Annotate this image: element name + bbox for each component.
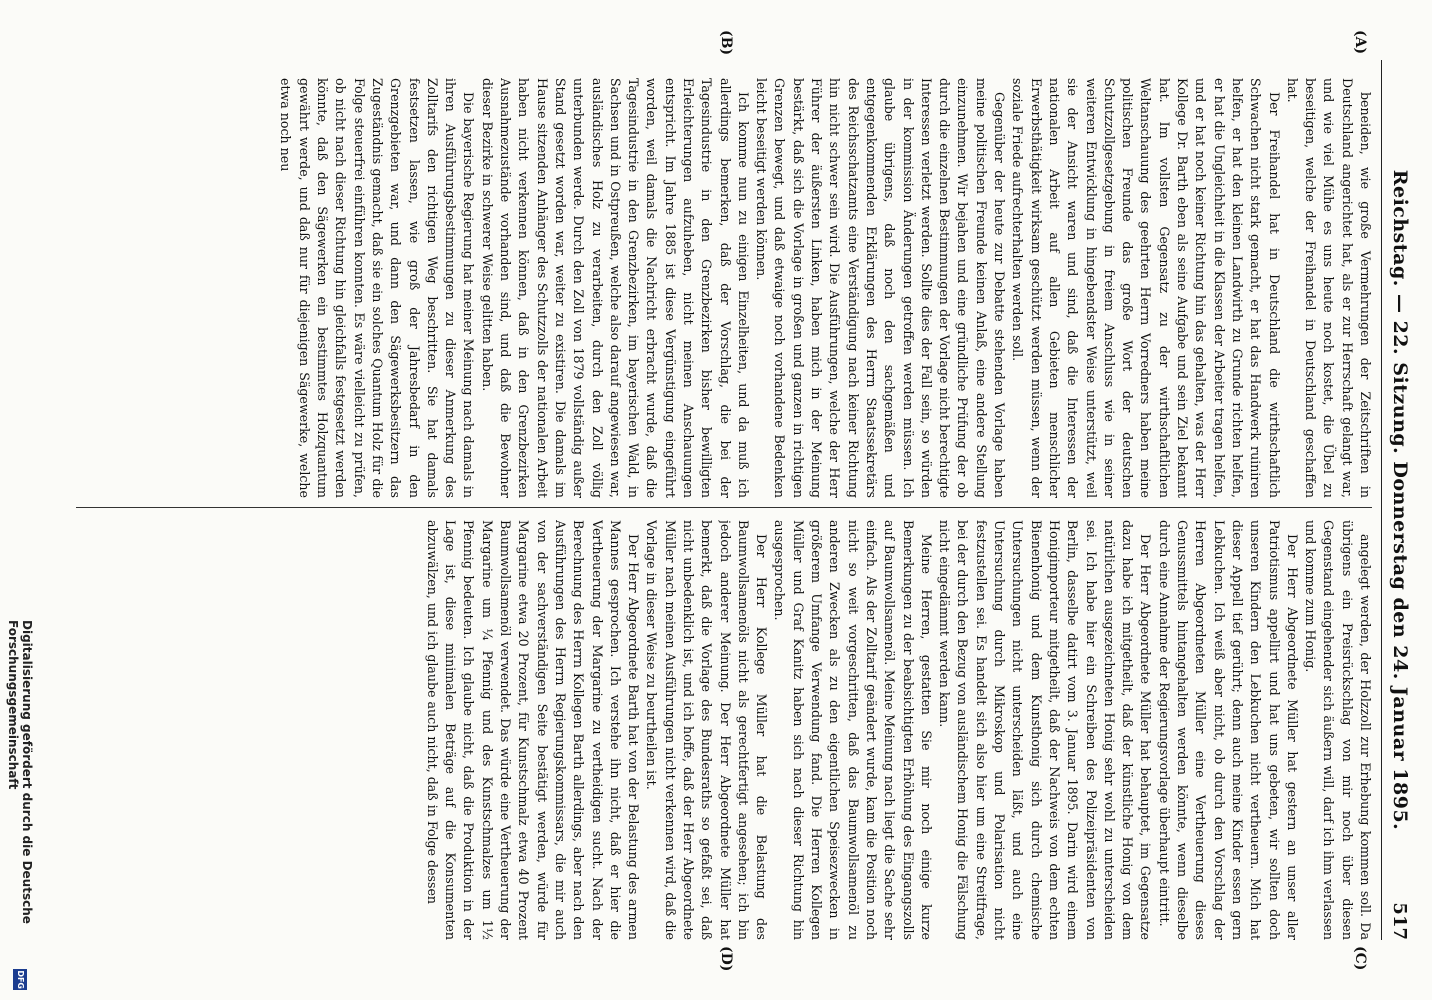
left-paragraph: Gegenüber der heute zur Debatte stehenden Vorlage haben meine politischen Freunde keinen Anlaß, eine andere Stellung einzunehmen. Wir bejahen und eine gründliche Prüfung der ob durch die einzelnen Bestimmungen der Vorlage nicht berechtigte Interessen verletzt werden. Sollte dies der Fall sein, so würden in der kommission Änderungen getroffen werden müssen. Ich glaube übrigens, daß noch den sachgemäßen und entgegenkommenden Erklärungen des Herrn Staatssekretärs des Reichsschatzamts eine Verständigung nach keiner Richtung hin nicht schwer sein wird. Die Ausführungen, welche der Herr Führer der äußersten Linken, haben mich in der Meinung bestärkt, daß sich die Vorlage in großen und ganzen in richtigen Grenzen bewegt, und daß etwaige noch vorhandene Bedenken leicht beseitigt werden können. bbox=[754, 78, 1008, 498]
right-paragraph: Der Herr Abgeordnete Barth hat von der Belastung des armen Mannes gesprochen. Ich verstehe ihn nicht, daß er hier die Vertheuerung der Margarine zu vertheidigen sucht. Nach der Berechnung des Herrn Kollegen Barth allerdings, aber nach den Ausführungen des Herrn Regierungskommissars, die mir auch von der sachverständigen Seite bestätigt werden, würde für Margarine etwa 20 Prozent, für Kunstschmalz etwa 40 Prozent Baumwollsamenöl verwendet. Das würde eine Vertheuerung der Margarine um ¼ Pfennig und des Kunstschmalzes um 1½ Pfennig bedeuten. Ich glaube nicht, daß die Produktion in der Lage ist, diese minimalen Beträge auf die Konsumenten abzuwälzen, und ich glaube auch nicht, daß in Folge dessen bbox=[424, 520, 642, 940]
digitization-credit bbox=[6, 620, 34, 990]
right-paragraph: Der Herr Kollege Müller hat die Belastung des Baumwollsamenöls nicht als gerechtfertigt angesehen; ich bin jedoch anderer Meinung. Der Herr Abgeordnete Müller hat bemerkt, daß die Vorlage des Bundesraths so gefaßt sei, daß nicht unbedenklich ist, und ich hoffe, daß der Herr Abgeordnete Müller nach meinen Ausführungen nicht verkennen wird, daß die Vorlage in dieser Weise zu beurtheilen ist. bbox=[644, 520, 770, 940]
margin-mark-c: (C) bbox=[1352, 946, 1368, 971]
right-paragraph: Meine Herren, gestatten Sie mir noch einige kurze Bemerkungen zu der beabsichtigten Erhöhung des Eingangszolls auf Baumwollsamenöl. Meine Meinung nach liegt die Sache sehr einfach. Als der Zolltarif geändert wurde, kam die Position noch nicht so weit vorgeschritten, daß das Baumwollsamenöl zu anderen Zwecken als zu den eigentlichen Speisezwecken in größerem Umfange Verwendung fand. Die Herren Kollegen Müller und Graf Kanitz haben sich nach dieser Richtung hin ausgesprochen. bbox=[772, 520, 934, 940]
left-paragraph: Die bayerische Regierung hat meiner Meinung nach damals in ihren Ausführungsbestimmungen zu dieser Anmerkung des Zolltarifs den richtigen Weg beschritten. Sie hat damals festsetzen lassen, wie groß der Jahresbedarf in den Grenzgebieten war, und dann den Sägewerksbesitzern das Zugeständnis gemacht, daß sie ein solches Quantum Holz für die Folge steuerfrei einführen konnten. Es wäre vielleicht zu prüfen, ob nicht nach dieser Richtung hin gleichfalls festgesetzt werden könnte, daß den Sägewerken ein bestimmtes Holzquantum gewährt werde, und daß nur für diejenigen Sägewerke, welche etwa noch neu bbox=[278, 78, 477, 498]
column-divider bbox=[76, 507, 1372, 508]
margin-mark-d: (D) bbox=[718, 946, 734, 972]
page-header bbox=[1381, 60, 1418, 940]
margin-mark-b: (B) bbox=[718, 30, 734, 56]
left-column bbox=[74, 78, 1374, 498]
credit-text: Digitalisierung gefördert durch die Deutsche Forschungsgemeinschaft bbox=[6, 620, 34, 924]
left-paragraph: Der Freihandel hat in Deutschland die wirthschaftlich Schwachen nicht stark gemacht, er hat das Handwerk ruiniren helfen, er hat den kleinen Landwirth zu Grunde richten helfen, er hat die Ungleichheit in die Klassen der Arbeiter tragen helfen, und er hat noch keiner Richtung hin das gehalten, was der Herr Kollege Dr. Barth eben als seine Aufgabe und sein Ziel bekannt hat. Im vollsten Gegensatz zu der wirthschaftlichen Weltanschauung des geehrten Herrn Vorredners haben meine politischen Freunde das große Wort der deutschen Schutzzollgesetzgebung in freiem Anschluss wie in seiner weiteren Entwicklung in hingebendster Weise unterstützt, weil sie der Ansicht waren und sind, daß die Interessen der nationalen Arbeit auf allen Gebieten menschlicher Erwerbsthätigkeit wirksam geschützt werden müssen, wenn der soziale Friede aufrechterhalten werden soll. bbox=[1010, 78, 1282, 498]
right-paragraph: Der Herr Abgeordnete Müller hat behauptet, im Gegensatze dazu habe ich mitgetheilt, daß der künstliche Honig von dem natürlichen ausgezeichneten Honig sehr wohl zu unterscheiden sei. Ich habe hier ein Schreiben des Polizeipräsidenten von Berlin, dasselbe datirt vom 3. Januar 1895. Darin wird einem Honigimporteur mitgetheilt, daß der Nachweis von dem echten Bienenhonig und dem Kunsthonig sich durch chemische Untersuchungen nicht unterscheiden läßt, und auch eine Untersuchung durch Mikroskop und Polarisation nicht festzustellen sei. Es handelt sich also hier um eine Streitfrage, bei der durch den Bezug von ausländischem Honig die Fälschung nicht eingedämmt werden kann. bbox=[937, 520, 1154, 940]
page-title: Reichstag. — 22. Sitzung. Donnerstag den 24. Januar 1895. bbox=[1389, 169, 1411, 831]
page-number: 517 bbox=[1389, 902, 1411, 940]
right-paragraph: angelegt werden, der Holzzoll zur Erhebung kommen soll. Da übrigens ein Preisrückschlag von mir noch über diesen Gegenstand eingehender sich äußern will, darf ich ihm verlassen und komme zum Honig. bbox=[1303, 520, 1373, 940]
margin-mark-a: (A) bbox=[1352, 30, 1368, 55]
left-paragraph: beneiden, wie große Vermehrungen der Zeitschriften in Deutschland angerichtet hat, als er zur Herrschaft gelangt war, und wie viel Mühe es uns heute noch kostet, die Übel zu beseitigen, welche der Freihandel in Deutschland geschaffen hat. bbox=[1284, 78, 1373, 498]
right-paragraph: Der Herr Abgeordnete Müller hat gestern an unser aller Patriotismus appellirt und hat uns gebeten, wir sollten doch unseren Kindern den Lebkuchen nicht vertheuern. Mich hat dieser Appell tief gerührt; denn auch meine Kinder essen gern Lebkuchen. Ich weiß aber nicht, ob durch den Vorschlag der Herren Abgeordneten Müller eine Vertheuerung dieses Genussmittels hintangehalten werden könnte, wenn dieselbe durch eine Annahme der Regierungsvorlage überhaupt eintritt. bbox=[1156, 520, 1300, 940]
dfg-logo: DFG bbox=[13, 969, 27, 990]
right-column bbox=[74, 520, 1374, 940]
left-paragraph: Ich komme nun zu einigen Einzelheiten, und da muß ich allerdings bemerken, daß der Vorschlag, die bei der Tagesindustrie in den Grenzbezirken bisher bewilligten Erleichterungen aufzuheben, nicht meinen Anschauungen entspricht. Im Jahre 1885 ist diese Vergünstigung eingeführt worden, weil damals die Nachricht erbracht wurde, daß die Tagesindustrie in den Grenzbezirken, im bayerischen Wald, in Sachsen und in Ostpreußen, welche also darauf angewiesen war, ausländisches Holz zu verarbeiten, durch den Zoll völlig unterbunden werde. Durch den Zoll von 1879 vollständig außer Stand gesetzt worden war, weiter zu existiren. Die damals im Hause sitzenden Anhänger des Schutzzolls der nationalen Arbeit haben nicht verkennen können, daß in den Grenzbezirken Ausnahmezustände vorhanden sind, und daß die Bewohner dieser Bezirke in schwerer Weise gelitten haben. bbox=[479, 78, 751, 498]
